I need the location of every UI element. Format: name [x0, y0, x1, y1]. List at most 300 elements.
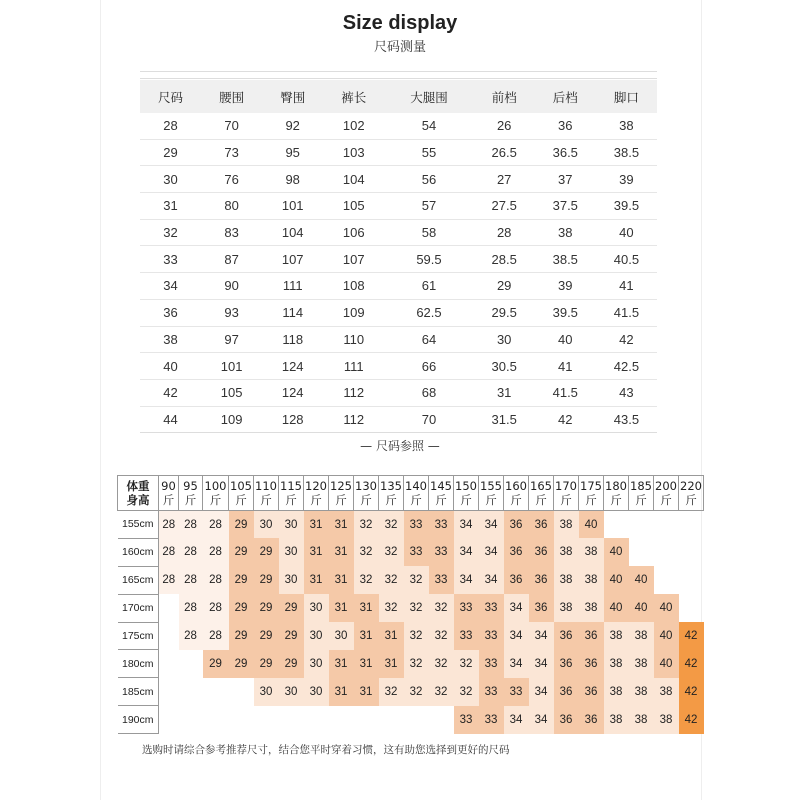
size-cell: 32 [454, 678, 479, 706]
table-row [140, 193, 657, 220]
weight-column-header [179, 476, 203, 511]
table-cell: 41 [596, 273, 657, 300]
weight-unit: 斤 [235, 493, 247, 507]
size-cell: 40 [604, 594, 629, 622]
weight-column-header [454, 476, 479, 511]
table-cell: 108 [323, 273, 384, 300]
table-cell: 28 [474, 219, 535, 246]
weight-column-header [654, 476, 679, 511]
size-cell: 36 [529, 511, 554, 539]
table-cell: 64 [384, 326, 473, 353]
size-cell [679, 538, 704, 566]
footer-note: 选购时请综合参考推荐尺寸，结合您平时穿着习惯，这有助您选择到更好的尺码 [142, 744, 510, 756]
table-cell: 43.5 [596, 406, 657, 433]
weight-unit: 斤 [685, 493, 697, 507]
size-recommendation-grid [117, 475, 704, 734]
table-cell: 27 [474, 166, 535, 193]
weight-value: 110 [255, 479, 277, 493]
table-cell: 32 [140, 219, 201, 246]
size-cell: 38 [554, 594, 579, 622]
weight-value: 130 [355, 479, 377, 493]
table-cell: 112 [323, 379, 384, 406]
table-cell: 31.5 [474, 406, 535, 433]
size-cell: 32 [379, 566, 404, 594]
table-cell: 92 [262, 113, 323, 139]
table-row [140, 326, 657, 353]
size-cell: 31 [329, 511, 354, 539]
size-cell: 34 [529, 622, 554, 650]
weight-unit: 斤 [435, 493, 447, 507]
weight-value: 95 [183, 479, 198, 493]
weight-column-header [429, 476, 454, 511]
size-cell: 32 [379, 594, 404, 622]
height-row-label: 170cm [118, 594, 159, 622]
size-measurement-table [140, 80, 657, 433]
size-cell: 28 [179, 511, 203, 539]
size-cell: 34 [454, 566, 479, 594]
size-cell: 33 [454, 622, 479, 650]
divider [140, 71, 657, 72]
table-cell: 44 [140, 406, 201, 433]
height-row-label: 160cm [118, 538, 159, 566]
weight-unit: 斤 [260, 493, 272, 507]
column-header: 前档 [474, 80, 535, 113]
size-cell: 28 [203, 538, 229, 566]
table-cell: 28 [140, 113, 201, 139]
size-cell: 38 [654, 678, 679, 706]
size-cell: 33 [429, 566, 454, 594]
weight-column-header [479, 476, 504, 511]
size-cell: 28 [203, 594, 229, 622]
size-cell: 30 [279, 511, 304, 539]
table-row [140, 246, 657, 273]
size-cell: 36 [529, 594, 554, 622]
size-cell [679, 511, 704, 539]
size-cell: 34 [529, 678, 554, 706]
divider [140, 432, 657, 433]
table-row [140, 273, 657, 300]
size-cell [254, 706, 279, 734]
size-cell: 42 [679, 622, 704, 650]
size-cell [679, 594, 704, 622]
table-cell: 30.5 [474, 353, 535, 380]
size-cell: 34 [454, 538, 479, 566]
table-cell: 38.5 [596, 139, 657, 166]
weight-column-header [229, 476, 254, 511]
weight-column-header [679, 476, 704, 511]
table-cell: 41.5 [596, 299, 657, 326]
weight-unit: 斤 [585, 493, 597, 507]
table-cell: 39 [596, 166, 657, 193]
size-cell: 30 [279, 566, 304, 594]
divider [140, 78, 657, 79]
height-row-label: 185cm [118, 678, 159, 706]
table-cell: 33 [140, 246, 201, 273]
height-row-label: 175cm [118, 622, 159, 650]
size-cell: 29 [229, 511, 254, 539]
weight-unit: 斤 [560, 493, 572, 507]
table-cell: 124 [262, 379, 323, 406]
table-cell: 38 [535, 219, 596, 246]
size-cell: 31 [354, 594, 379, 622]
size-cell: 40 [629, 594, 654, 622]
weight-unit: 斤 [410, 493, 422, 507]
size-cell: 28 [159, 511, 179, 539]
size-cell: 32 [404, 678, 429, 706]
weight-unit: 斤 [510, 493, 522, 507]
column-header: 脚口 [596, 80, 657, 113]
table-cell: 40.5 [596, 246, 657, 273]
grid-row [118, 594, 704, 622]
weight-column-header [379, 476, 404, 511]
size-cell: 32 [429, 678, 454, 706]
table-cell: 111 [262, 273, 323, 300]
table-cell: 38.5 [535, 246, 596, 273]
table-cell: 87 [201, 246, 262, 273]
table-cell: 42.5 [596, 353, 657, 380]
weight-value: 175 [580, 479, 602, 493]
size-cell: 32 [429, 594, 454, 622]
size-cell: 28 [179, 538, 203, 566]
size-cell: 29 [229, 622, 254, 650]
column-header: 腰围 [201, 80, 262, 113]
size-cell: 34 [479, 511, 504, 539]
weight-value: 115 [280, 479, 302, 493]
weight-unit: 斤 [184, 493, 197, 507]
size-cell: 29 [254, 538, 279, 566]
table-row [140, 113, 657, 139]
table-cell: 109 [323, 299, 384, 326]
size-cell: 34 [504, 594, 529, 622]
size-cell: 40 [604, 566, 629, 594]
size-cell [179, 650, 203, 678]
table-cell: 58 [384, 219, 473, 246]
weight-value: 220 [680, 479, 702, 493]
size-cell: 42 [679, 650, 704, 678]
weight-value: 90 [161, 479, 176, 493]
size-cell: 33 [404, 538, 429, 566]
table-cell: 42 [596, 326, 657, 353]
weight-unit: 斤 [460, 493, 472, 507]
size-cell [203, 678, 229, 706]
size-cell: 38 [554, 538, 579, 566]
weight-value: 200 [655, 479, 677, 493]
size-cell: 32 [354, 511, 379, 539]
size-cell: 38 [554, 566, 579, 594]
size-cell: 36 [529, 566, 554, 594]
size-cell [179, 706, 203, 734]
size-cell: 29 [229, 566, 254, 594]
size-cell: 29 [254, 594, 279, 622]
size-cell [203, 706, 229, 734]
size-cell: 38 [579, 566, 604, 594]
table-cell: 29 [474, 273, 535, 300]
size-cell: 31 [304, 511, 329, 539]
size-cell: 30 [329, 622, 354, 650]
size-cell: 31 [379, 622, 404, 650]
table-row [140, 379, 657, 406]
weight-unit: 斤 [285, 493, 297, 507]
weight-unit: 斤 [660, 493, 672, 507]
table-cell: 90 [201, 273, 262, 300]
size-cell: 38 [604, 650, 629, 678]
size-cell: 28 [159, 566, 179, 594]
size-cell [159, 594, 179, 622]
table-cell: 107 [262, 246, 323, 273]
table-cell: 27.5 [474, 193, 535, 220]
size-cell: 34 [479, 566, 504, 594]
table-row [140, 353, 657, 380]
table-cell: 76 [201, 166, 262, 193]
size-cell [679, 566, 704, 594]
size-cell [159, 678, 179, 706]
size-cell: 42 [679, 706, 704, 734]
weight-value: 180 [605, 479, 627, 493]
height-row-label: 190cm [118, 706, 159, 734]
size-cell: 29 [279, 650, 304, 678]
table-cell: 40 [596, 219, 657, 246]
table-body [140, 113, 657, 433]
table-row [140, 406, 657, 433]
size-cell: 29 [279, 594, 304, 622]
size-cell [329, 706, 354, 734]
size-cell: 40 [654, 594, 679, 622]
table-cell: 30 [474, 326, 535, 353]
size-cell: 33 [479, 678, 504, 706]
size-cell [159, 706, 179, 734]
weight-unit: 斤 [610, 493, 622, 507]
size-cell: 28 [203, 622, 229, 650]
weight-column-header [629, 476, 654, 511]
size-cell: 38 [604, 622, 629, 650]
size-cell: 32 [404, 622, 429, 650]
weight-value: 155 [480, 479, 502, 493]
table-cell: 93 [201, 299, 262, 326]
size-cell [629, 538, 654, 566]
table-cell: 38 [140, 326, 201, 353]
table-cell: 28.5 [474, 246, 535, 273]
size-cell: 28 [203, 511, 229, 539]
size-cell: 31 [329, 566, 354, 594]
size-cell: 32 [354, 566, 379, 594]
size-cell: 40 [579, 511, 604, 539]
table-cell: 105 [323, 193, 384, 220]
size-cell: 34 [529, 706, 554, 734]
table-cell: 66 [384, 353, 473, 380]
size-cell: 30 [254, 511, 279, 539]
weight-unit: 斤 [360, 493, 372, 507]
table-cell: 34 [140, 273, 201, 300]
size-cell: 31 [329, 650, 354, 678]
size-cell: 32 [454, 650, 479, 678]
table-cell: 73 [201, 139, 262, 166]
table-cell: 36.5 [535, 139, 596, 166]
size-cell [654, 566, 679, 594]
table-row [140, 139, 657, 166]
size-cell: 30 [279, 678, 304, 706]
page-subtitle: 尺码测量 [373, 40, 426, 55]
weight-value: 170 [555, 479, 577, 493]
size-cell: 32 [354, 538, 379, 566]
size-cell: 30 [304, 650, 329, 678]
size-cell: 32 [404, 566, 429, 594]
size-cell: 40 [654, 622, 679, 650]
table-cell: 55 [384, 139, 473, 166]
table-cell: 111 [323, 353, 384, 380]
weight-column-header [604, 476, 629, 511]
size-cell: 28 [159, 538, 179, 566]
table-cell: 97 [201, 326, 262, 353]
size-cell: 29 [279, 622, 304, 650]
size-cell: 36 [554, 706, 579, 734]
size-cell: 28 [179, 622, 203, 650]
size-cell: 38 [629, 650, 654, 678]
weight-column-header [254, 476, 279, 511]
table-row [140, 299, 657, 326]
weight-label: 体重 [126, 479, 150, 493]
size-cell: 32 [429, 650, 454, 678]
size-cell: 38 [604, 678, 629, 706]
size-cell [159, 650, 179, 678]
size-cell: 33 [404, 511, 429, 539]
size-cell: 31 [354, 678, 379, 706]
size-cell: 40 [629, 566, 654, 594]
weight-column-header [354, 476, 379, 511]
size-cell: 34 [529, 650, 554, 678]
size-cell: 31 [329, 678, 354, 706]
column-header: 裤长 [323, 80, 384, 113]
weight-column-header [279, 476, 304, 511]
table-cell: 104 [323, 166, 384, 193]
size-cell [279, 706, 304, 734]
weight-value: 160 [505, 479, 527, 493]
size-cell: 36 [579, 650, 604, 678]
size-cell: 32 [379, 678, 404, 706]
table-cell: 30 [140, 166, 201, 193]
table-cell: 103 [323, 139, 384, 166]
weight-value: 150 [455, 479, 477, 493]
size-cell: 31 [304, 566, 329, 594]
grid-corner-label [118, 476, 159, 511]
size-cell: 30 [279, 538, 304, 566]
size-cell: 36 [504, 511, 529, 539]
table-cell: 59.5 [384, 246, 473, 273]
table-cell: 40 [535, 326, 596, 353]
weight-column-header [203, 476, 229, 511]
size-cell [354, 706, 379, 734]
size-cell: 38 [629, 706, 654, 734]
size-cell: 36 [579, 706, 604, 734]
weight-unit: 斤 [385, 493, 397, 507]
grid-row [118, 538, 704, 566]
size-cell [604, 511, 629, 539]
weight-value: 165 [530, 479, 552, 493]
table-cell: 62.5 [384, 299, 473, 326]
size-cell: 32 [379, 538, 404, 566]
table-cell: 43 [596, 379, 657, 406]
table-cell: 54 [384, 113, 473, 139]
table-cell: 42 [140, 379, 201, 406]
size-cell: 31 [379, 650, 404, 678]
size-cell: 33 [479, 594, 504, 622]
size-cell [179, 678, 203, 706]
size-cell: 29 [254, 622, 279, 650]
table-cell: 40 [140, 353, 201, 380]
size-cell: 36 [579, 678, 604, 706]
size-cell: 42 [679, 678, 704, 706]
size-cell: 31 [354, 622, 379, 650]
weight-column-header [529, 476, 554, 511]
size-cell: 31 [354, 650, 379, 678]
table-cell: 70 [384, 406, 473, 433]
size-cell: 29 [229, 594, 254, 622]
table-row [140, 166, 657, 193]
size-cell: 34 [504, 706, 529, 734]
size-cell: 31 [304, 538, 329, 566]
weight-value: 185 [630, 479, 652, 493]
table-cell: 57 [384, 193, 473, 220]
size-cell: 33 [479, 622, 504, 650]
size-cell: 36 [504, 538, 529, 566]
table-cell: 39 [535, 273, 596, 300]
size-cell [629, 511, 654, 539]
size-cell [429, 706, 454, 734]
table-cell: 61 [384, 273, 473, 300]
size-reference-label: — 尺码参照 — [360, 439, 440, 453]
height-row-label: 155cm [118, 511, 159, 539]
size-cell: 30 [304, 678, 329, 706]
size-cell: 32 [379, 511, 404, 539]
weight-column-header [504, 476, 529, 511]
table-cell: 128 [262, 406, 323, 433]
size-cell [229, 678, 254, 706]
table-cell: 41 [535, 353, 596, 380]
grid-row [118, 566, 704, 594]
table-cell: 109 [201, 406, 262, 433]
weight-value: 105 [230, 479, 252, 493]
size-cell: 36 [579, 622, 604, 650]
table-cell: 102 [323, 113, 384, 139]
table-cell: 37 [535, 166, 596, 193]
weight-unit: 斤 [535, 493, 547, 507]
size-cell: 33 [429, 538, 454, 566]
height-row-label: 165cm [118, 566, 159, 594]
size-cell [304, 706, 329, 734]
size-cell: 29 [203, 650, 229, 678]
table-cell: 36 [535, 113, 596, 139]
size-cell: 40 [654, 650, 679, 678]
size-cell: 36 [504, 566, 529, 594]
size-cell [654, 538, 679, 566]
size-cell: 36 [554, 678, 579, 706]
size-cell: 33 [454, 594, 479, 622]
size-cell: 33 [479, 650, 504, 678]
weight-value: 145 [430, 479, 452, 493]
size-cell: 38 [579, 594, 604, 622]
table-cell: 80 [201, 193, 262, 220]
size-cell: 31 [329, 538, 354, 566]
weight-unit: 斤 [310, 493, 322, 507]
table-cell: 29.5 [474, 299, 535, 326]
size-cell: 30 [304, 594, 329, 622]
table-cell: 41.5 [535, 379, 596, 406]
weight-column-header [404, 476, 429, 511]
table-cell: 107 [323, 246, 384, 273]
table-cell: 101 [262, 193, 323, 220]
column-header: 臀围 [262, 80, 323, 113]
table-cell: 118 [262, 326, 323, 353]
grid-row [118, 678, 704, 706]
